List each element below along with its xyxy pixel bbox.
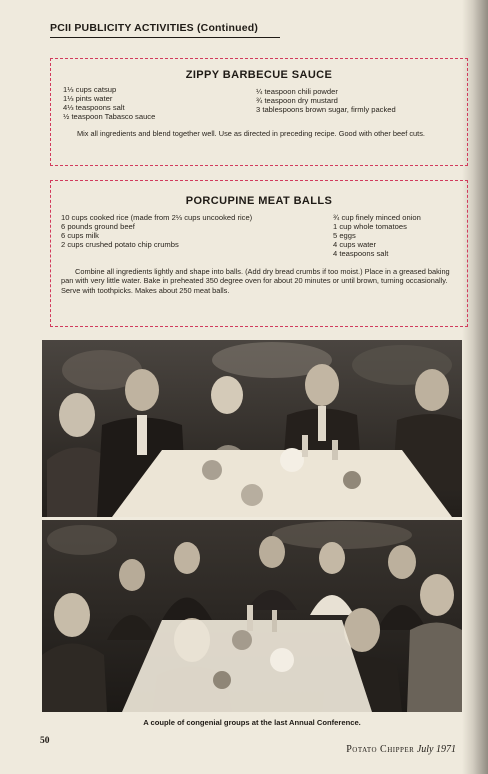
ingredient: 6 pounds ground beef	[61, 222, 135, 231]
ingredient: 4 cups water	[333, 240, 377, 249]
ingredient: 4 teaspoons salt	[333, 249, 389, 258]
ingredients-left	[63, 85, 155, 121]
ingredient: 3 tablespoons brown sugar, firmly packed	[256, 105, 396, 114]
ingredient: 5 eggs	[333, 231, 356, 240]
recipe-box-barbecue-sauce	[50, 58, 468, 166]
ingredient: 2 cups crushed potato chip crumbs	[61, 240, 179, 249]
ingredient: 6 cups milk	[61, 231, 99, 240]
ingredient: 4⅓ teaspoons salt	[63, 103, 125, 112]
ingredient: 1⅓ pints water	[63, 94, 113, 103]
recipe-title: ZIPPY BARBECUE SAUCE	[185, 69, 333, 81]
ingredient: 1 cup whole tomatoes	[333, 222, 407, 231]
conference-photo-2	[42, 520, 462, 712]
page-number: 50	[40, 736, 50, 746]
issue-date: July 1971	[416, 744, 456, 755]
recipe-method: Mix all ingredients and blend together well. Use as directed in preceding recipe. Good with other beef cuts.	[77, 129, 425, 138]
ingredients-right	[256, 87, 396, 114]
magazine-name: Potato Chipper	[346, 744, 415, 755]
section-header: PCII PUBLICITY ACTIVITIES (Continued)	[50, 22, 280, 38]
ingredient: ¾ teaspoon dry mustard	[256, 96, 338, 105]
ingredient: 10 cups cooked rice (made from 2⅓ cups uncooked rice)	[61, 213, 253, 222]
recipe-method: Combine all ingredients lightly and shape into balls. (Add dry bread crumbs if too moist.) Place in a greased baking pan with very little water. Bake in preheated 350 degree oven for about 20 minutes or until brown, turning occasionally. Serve with toothpicks. Makes about 250 meat balls.	[61, 267, 450, 295]
running-footer	[346, 744, 456, 755]
recipe-box-meat-balls	[50, 180, 468, 327]
ingredient: 1⅓ cups catsup	[63, 85, 117, 94]
conference-photo-1	[42, 340, 462, 517]
ingredients-left	[61, 213, 252, 249]
ingredient: ¾ cup finely minced onion	[333, 213, 421, 222]
ingredients-right	[333, 213, 421, 258]
photo-caption: A couple of congenial groups at the last Annual Conference.	[143, 718, 361, 727]
ingredient: ½ teaspoon Tabasco sauce	[63, 112, 156, 121]
recipe-title: PORCUPINE MEAT BALLS	[185, 195, 333, 207]
ingredient: ¼ teaspoon chili powder	[256, 87, 338, 96]
